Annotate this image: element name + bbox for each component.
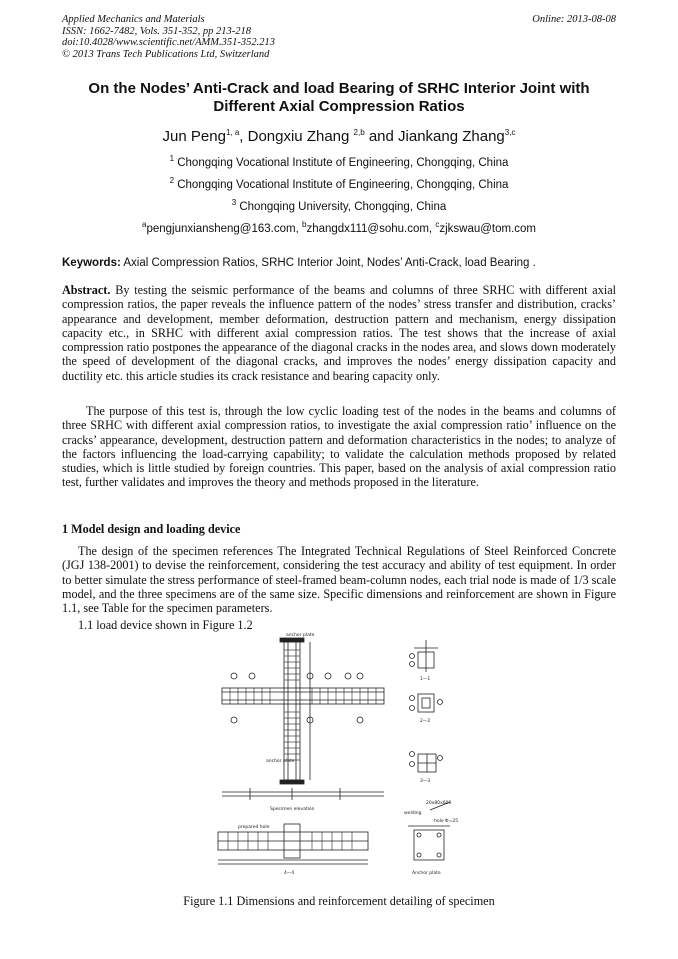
label-sec-2-2: 2—2	[420, 719, 431, 724]
label-prepared-hole: prepared hole	[238, 825, 270, 830]
online-date: Online: 2013-08-08	[532, 14, 616, 25]
affiliation-2-text: Chongqing Vocational Institute of Engineering, Chongqing, China	[177, 179, 509, 191]
email-a[interactable]: pengjunxiansheng@163.com,	[146, 223, 302, 235]
section-1-subline: 1.1 load device shown in Figure 1.2	[78, 618, 253, 632]
email-c[interactable]: zjkswau@tom.com	[439, 223, 536, 235]
author-2-sup: 2,b	[353, 128, 365, 137]
top-anchor-plate	[280, 638, 304, 642]
running-header	[62, 14, 616, 60]
affiliation-3	[62, 200, 616, 214]
email-line	[62, 222, 616, 236]
affiliation-1-num: 1	[169, 154, 175, 164]
label-sec-4-4: 4—4	[284, 871, 295, 876]
label-elevation: Specimen elevation	[270, 807, 315, 812]
section-1-paragraph: The design of the specimen references The Integrated Technical Regulations of Steel Reinforced Concrete (JGJ 138-2001) to devise the reinforcement, considering the test accuracy and ability of test equipment. In order to better simulate the stress performance of steel-framed beam-column nodes, each trial node is made of 1/3 scale model, and the three specimens are of the same size. Specific dimensions and reinforcement are shown in Figure 1.1, see Table for the specimen parameters.	[62, 544, 616, 616]
purpose-paragraph: The purpose of this test is, through the low cyclic loading test of the nodes in the beams and columns of three SRHC with different axial compression ratios, to investigate the axial compression ratio’ influence on the cracks’ appearance, development, destruction pattern and deformation characteristics in the nodes; to analyze of the factors influencing the load-carrying capability; to validate the calculation methods proposed by related studies, which is little studied by foreign countries. This paper, based on the analysis of axial compression ratio test, further validates and improves the theory and methods proposed in the literature.	[62, 404, 616, 490]
doi-line: doi:10.4028/www.scientific.net/AMM.351-352.213	[62, 37, 275, 48]
abstract-text: By testing the seismic performance of the beams and columns of three SRHC with different axial compression ratios, the paper reveals the influence pattern of the nodes’ stress transfer and distribution, cracks’ appearance and development, member deformation, destruction pattern and mechanism, energy dissipation capacity etc., in SRHC with different axial compression ratios. The test shows that the increase of axial compression ratio postpones the appearance of the diagonal cracks in the nodes area, and slows down moderately the speed of development of the diagonal cracks, and improves the nodes’ energy dissipation capacity and ductility etc. this article studies its crack resistance and bearing capacity only.	[62, 283, 616, 383]
email-b[interactable]: zhangdx111@sohu.com,	[306, 223, 436, 235]
label-anchor-mid: anchor plate	[266, 759, 295, 764]
abstract-label: Abstract.	[62, 283, 111, 297]
affiliation-1	[62, 156, 616, 170]
affiliation-3-num: 3	[231, 198, 237, 208]
author-3-sup: 3,c	[504, 128, 516, 137]
journal-name: Applied Mechanics and Materials	[62, 14, 205, 25]
label-anchor-top: anchor plate	[286, 633, 315, 638]
specimen-drawing	[200, 632, 478, 892]
email-b-sup: b	[301, 220, 307, 230]
keywords	[62, 256, 616, 270]
label-dim: 20x80x600	[426, 801, 452, 806]
author-list	[62, 128, 616, 146]
section-2-2	[418, 694, 434, 712]
copyright-line: © 2013 Trans Tech Publications Ltd, Switzerland	[62, 48, 270, 60]
keywords-text: Axial Compression Ratios, SRHC Interior Joint, Nodes’ Anti-Crack, load Bearing .	[120, 257, 536, 269]
email-c-sup: c	[435, 220, 440, 230]
issn-line: ISSN: 1662-7482, Vols. 351-352, pp 213-218	[62, 25, 251, 37]
affiliation-2	[62, 178, 616, 192]
email-a-sup: a	[142, 220, 147, 230]
anchor-plate-detail	[414, 830, 444, 860]
title-line-1: On the Nodes’ Anti-Crack and load Bearing of SRHC Interior Joint with	[88, 80, 590, 97]
author-1: Jun Peng	[162, 128, 226, 145]
label-hole: hole Φ=25	[434, 819, 459, 824]
affiliation-2-num: 2	[169, 176, 175, 186]
paper-title	[62, 80, 616, 116]
author-2: , Dongxiu Zhang	[239, 128, 354, 145]
section-1-heading: 1 Model design and loading device	[62, 522, 241, 536]
label-anchor-bottom: Anchor plate	[412, 871, 441, 876]
title-line-2: Different Axial Compression Ratios	[213, 98, 465, 115]
author-3: and Jiankang Zhang	[364, 128, 505, 145]
keywords-label: Keywords:	[62, 257, 121, 269]
affiliation-3-text: Chongqing University, Chongqing, China	[239, 201, 447, 213]
label-sec-3-3: 3—3	[420, 779, 431, 784]
label-sec-1-1: 1—1	[420, 677, 431, 682]
figure-caption: Figure 1.1 Dimensions and reinforcement detailing of specimen	[183, 894, 495, 908]
abstract	[62, 283, 616, 383]
bottom-anchor-plate	[280, 780, 304, 784]
label-welding: welding	[404, 811, 422, 816]
author-1-sup: 1, a	[225, 128, 240, 137]
affiliation-1-text: Chongqing Vocational Institute of Engineering, Chongqing, China	[177, 157, 509, 169]
